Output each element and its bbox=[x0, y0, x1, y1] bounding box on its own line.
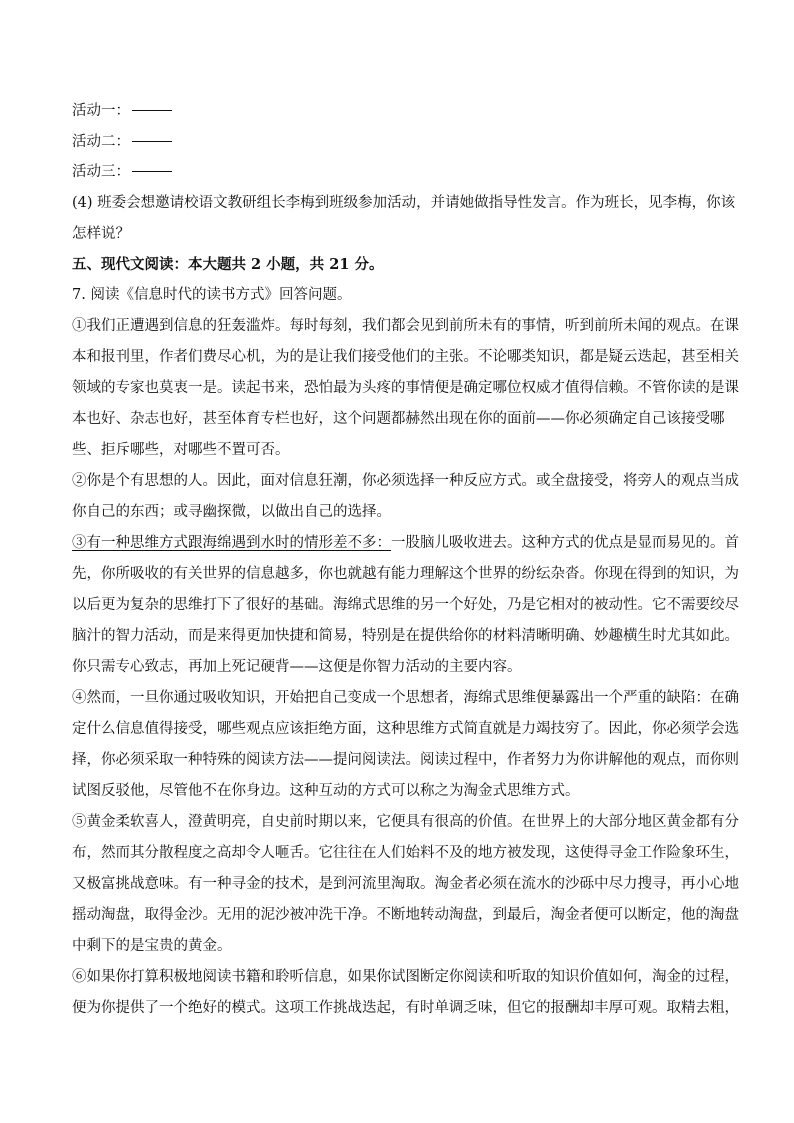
activity-1-blank[interactable] bbox=[132, 110, 172, 111]
activity-2-label: 活动二： bbox=[72, 133, 130, 150]
paragraph-2 bbox=[72, 466, 739, 528]
paragraph-1-line: 本和报刊里，作者们费尽心机，为的是让我们接受他们的主张。不论哪类知识，都是疑云迭起，甚至相关 bbox=[72, 348, 739, 365]
paragraph-1-line: ①我们正遭遇到信息的狂轰滥炸。每时每刻，我们都会见到前所未有的事情，听到前所未闻的观点。在课 bbox=[72, 317, 739, 334]
paragraph-4-line: 定什么信息值得接受，哪些观点应该拒绝方面，这种思维方式简直就是力竭技穷了。因此，你必须学会选 bbox=[72, 720, 739, 737]
activity-1-label: 活动一： bbox=[72, 103, 130, 119]
activity-3-label: 活动三： bbox=[72, 164, 130, 180]
paragraph-6 bbox=[72, 962, 739, 1024]
paragraph-3-line: 脑汁的智力活动，而是来得更加快捷和简易，特别是在提供给你的材料清晰明确、妙趣横生时尤其如此。 bbox=[72, 627, 739, 644]
paragraph-3-line: 你只需专心致志，再加上死记硬背——这便是你智力活动的主要内容。 bbox=[72, 658, 522, 675]
paragraph-5 bbox=[72, 807, 739, 962]
paragraph-3-line: 以后更为复杂的思维打下了很好的基础。海绵式思维的另一个好处，乃是它相对的被动性。它不需要绞尽 bbox=[72, 596, 739, 613]
paragraph-5-line: 摇动淘盘，取得金沙。无用的泥沙被冲洗干净。不断地转动淘盘，到最后，淘金者便可以断定，他的淘盘 bbox=[72, 906, 739, 923]
question-4-line-2: 怎样说？ bbox=[72, 225, 130, 242]
activity-2-row bbox=[72, 127, 724, 158]
paragraph-4-line: 试图反驳他，尽管他不在你身边。这种互动的方式可以称之为淘金式思维方式。 bbox=[72, 782, 580, 799]
question-4 bbox=[72, 188, 736, 250]
paragraph-6-line: ⑥如果你打算积极地阅读书籍和聆听信息，如果你试图断定你阅读和听取的知识价值如何，淘金的过程， bbox=[72, 968, 739, 985]
paragraph-3-line: 先，你所吸收的有关世界的信息越多，你也就越有能力理解这个世界的纷纭杂沓。你现在得到的知识，为 bbox=[72, 565, 739, 582]
paragraph-3-first-line bbox=[72, 528, 739, 559]
paragraph-3 bbox=[72, 528, 739, 683]
paragraph-6-line: 便为你提供了一个绝好的模式。这项工作挑战迭起，有时单调乏味，但它的报酬却丰厚可观。取精去粗， bbox=[72, 999, 739, 1016]
paragraph-1 bbox=[72, 311, 739, 466]
paragraph-2-line: ②你是个有思想的人。因此，面对信息狂潮，你必须选择一种反应方式。或全盘接受，将旁人的观点当成 bbox=[72, 472, 739, 489]
paragraph-1-line: 些、拒斥哪些，对哪些不置可否。 bbox=[72, 441, 290, 458]
paragraph-4-line: ④然而，一旦你通过吸收知识，开始把自己变成一个思想者，海绵式思维便暴露出一个严重的缺陷：在确 bbox=[72, 689, 739, 706]
paragraph-5-line: 中剩下的是宝贵的黄金。 bbox=[72, 937, 232, 954]
paragraph-5-line: 布，然而其分散程度之高却令人咂舌。它往往在人们始料不及的地方被发现，这使得寻金工作险象环生， bbox=[72, 844, 739, 861]
activity-3-blank[interactable] bbox=[132, 171, 172, 172]
paragraph-3-first-line-rest: 一股脑儿吸收进去。这种方式的优点是显而易见的。首 bbox=[391, 534, 739, 551]
paragraph-5-line: 又极富挑战意味。有一种寻金的技术，是到河流里淘取。淘金者必须在流水的沙砾中尽力搜寻，再小心地 bbox=[72, 875, 739, 892]
paragraph-4 bbox=[72, 683, 739, 807]
paragraph-1-line: 领域的专家也莫衷一是。读起书来，恐怕最为头疼的事情便是确定哪位权威才值得信赖。不管你读的是课 bbox=[72, 379, 739, 396]
document-page bbox=[72, 96, 739, 1024]
paragraph-4-line: 择，你必须采取一种特殊的阅读方法——提问阅读法。阅读过程中，作者努力为你讲解他的观点，而你则 bbox=[72, 751, 739, 768]
activity-1-row bbox=[72, 96, 724, 127]
paragraph-1-line: 本也好、杂志也好，甚至体育专栏也好，这个问题都赫然出现在你的面前——你必须确定自己该接受哪 bbox=[72, 410, 725, 427]
section-5-heading: 五、现代文阅读：本大题共 2 小题，共 21 分。 bbox=[72, 255, 384, 273]
underlined-sentence: ③有一种思维方式跟海绵遇到水时的情形差不多： bbox=[72, 534, 391, 551]
question-4-line-1: (4) 班委会想邀请校语文教研组长李梅到班级参加活动，并请她做指导性发言。作为班长，见李梅，你该 bbox=[72, 194, 736, 211]
question-7-intro: 7. 阅读《信息时代的读书方式》回答问题。 bbox=[72, 287, 352, 303]
activity-3-row bbox=[72, 157, 724, 188]
paragraph-2-line: 你自己的东西；或寻幽探微，以做出自己的选择。 bbox=[72, 503, 391, 520]
paragraph-5-line: ⑤黄金柔软喜人，澄黄明亮，自史前时期以来，它便具有很高的价值。在世界上的大部分地区黄金都有分 bbox=[72, 813, 739, 830]
activity-2-blank[interactable] bbox=[132, 141, 172, 142]
